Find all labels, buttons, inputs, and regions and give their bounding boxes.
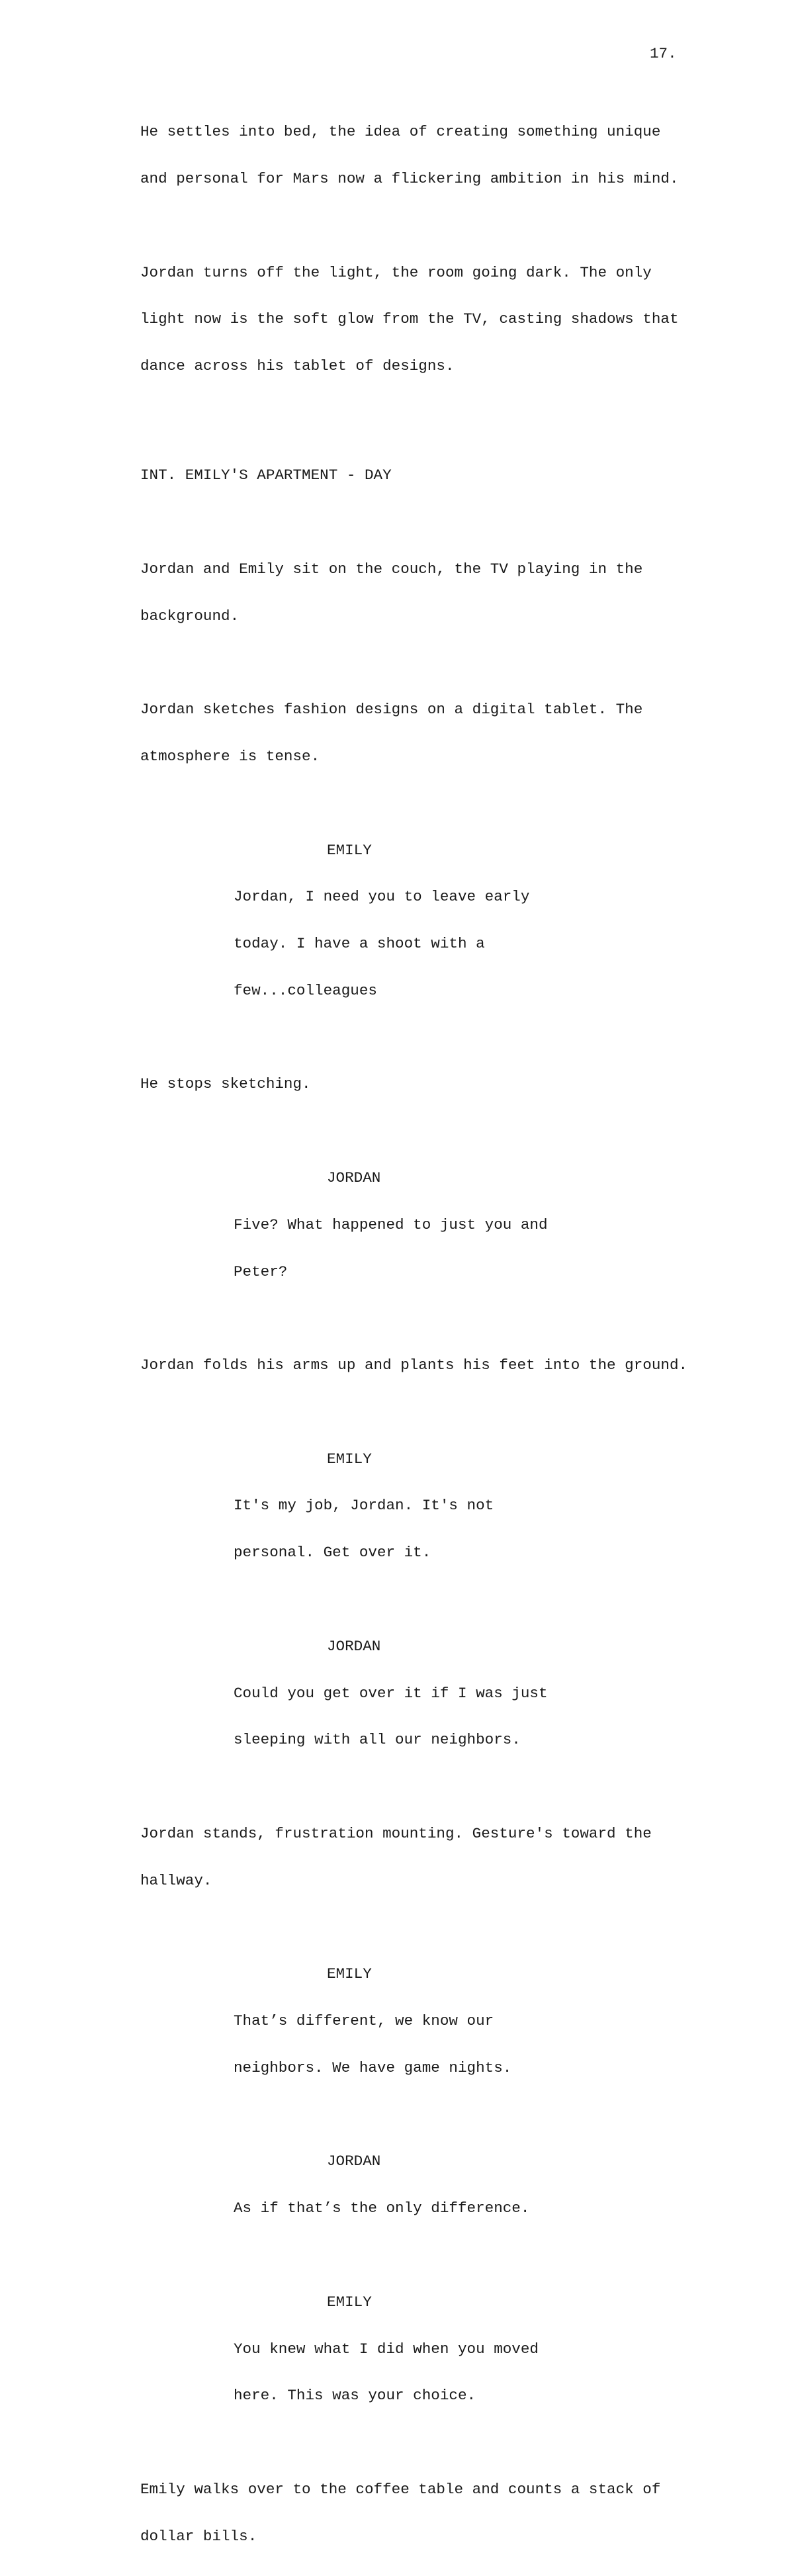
action-paragraph <box>140 671 736 796</box>
dialogue-line: As if that’s the only difference. <box>234 2199 530 2217</box>
dialogue-block <box>140 811 736 1030</box>
action-paragraph <box>140 1327 736 1405</box>
dialogue-line: It's my job, Jordan. It's not <box>234 1497 494 1515</box>
action-line: and personal for Mars now a flickering ambition in his mind. <box>140 169 679 187</box>
dialogue-block <box>140 1608 736 1780</box>
dialogue-line: here. This was your choice. <box>234 2387 476 2405</box>
dialogue-line: personal. Get over it. <box>234 1544 431 1562</box>
page-number: 17. <box>650 45 677 62</box>
action-paragraph <box>140 1795 736 1920</box>
action-line: light now is the soft glow from the TV, casting shadows that <box>140 310 679 328</box>
action-line: Jordan turns off the light, the room going dark. The only <box>140 263 652 281</box>
dialogue-line: Could you get over it if I was just <box>234 1684 548 1702</box>
dialogue-line: few...colleagues <box>234 981 377 999</box>
character-name: EMILY <box>327 1965 372 1983</box>
dialogue-line: Five? What happened to just you and <box>234 1216 548 1233</box>
action-line: Jordan folds his arms up and plants his feet into the ground. <box>140 1356 688 1374</box>
scene-heading-text: INT. EMILY'S APARTMENT - DAY <box>140 466 392 484</box>
dialogue-line: sleeping with all our neighbors. <box>234 1731 521 1749</box>
character-name: JORDAN <box>327 2153 381 2170</box>
character-name: EMILY <box>327 1450 372 1468</box>
action-line: dance across his tablet of designs. <box>140 357 455 375</box>
dialogue-line: Peter? <box>234 1263 288 1280</box>
action-line: He stops sketching. <box>140 1075 311 1093</box>
action-paragraph <box>140 531 736 656</box>
dialogue-block <box>140 1139 736 1311</box>
dialogue-block <box>140 1935 736 2108</box>
screenplay-body <box>140 93 736 2575</box>
action-paragraph <box>140 1045 736 1124</box>
action-line: Jordan sketches fashion designs on a digital tablet. The <box>140 701 643 719</box>
dialogue-line: That’s different, we know our <box>234 2012 494 2030</box>
character-name: JORDAN <box>327 1637 381 1655</box>
character-name: EMILY <box>327 2293 372 2311</box>
action-line: atmosphere is tense. <box>140 747 320 765</box>
character-name: EMILY <box>327 841 372 859</box>
dialogue-line: Jordan, I need you to leave early <box>234 888 530 906</box>
action-line: dollar bills. <box>140 2527 257 2545</box>
dialogue-line: today. I have a shoot with a <box>234 935 485 953</box>
dialogue-line: neighbors. We have game nights. <box>234 2059 512 2076</box>
action-paragraph <box>140 234 736 406</box>
action-line: background. <box>140 607 240 625</box>
action-paragraph <box>140 93 736 218</box>
scene-heading <box>140 437 736 515</box>
action-line: Jordan and Emily sit on the couch, the TV playing in the <box>140 560 643 578</box>
action-line: hallway. <box>140 1871 212 1889</box>
action-line: Emily walks over to the coffee table and counts a stack of <box>140 2480 661 2498</box>
dialogue-block <box>140 2264 736 2436</box>
dialogue-line: You knew what I did when you moved <box>234 2340 539 2358</box>
action-line: Jordan stands, frustration mounting. Gesture's toward the <box>140 1824 652 1842</box>
action-paragraph <box>140 2451 736 2576</box>
dialogue-block <box>140 1420 736 1592</box>
action-line: He settles into bed, the idea of creating something unique <box>140 123 661 141</box>
dialogue-block <box>140 2123 736 2248</box>
character-name: JORDAN <box>327 1169 381 1186</box>
